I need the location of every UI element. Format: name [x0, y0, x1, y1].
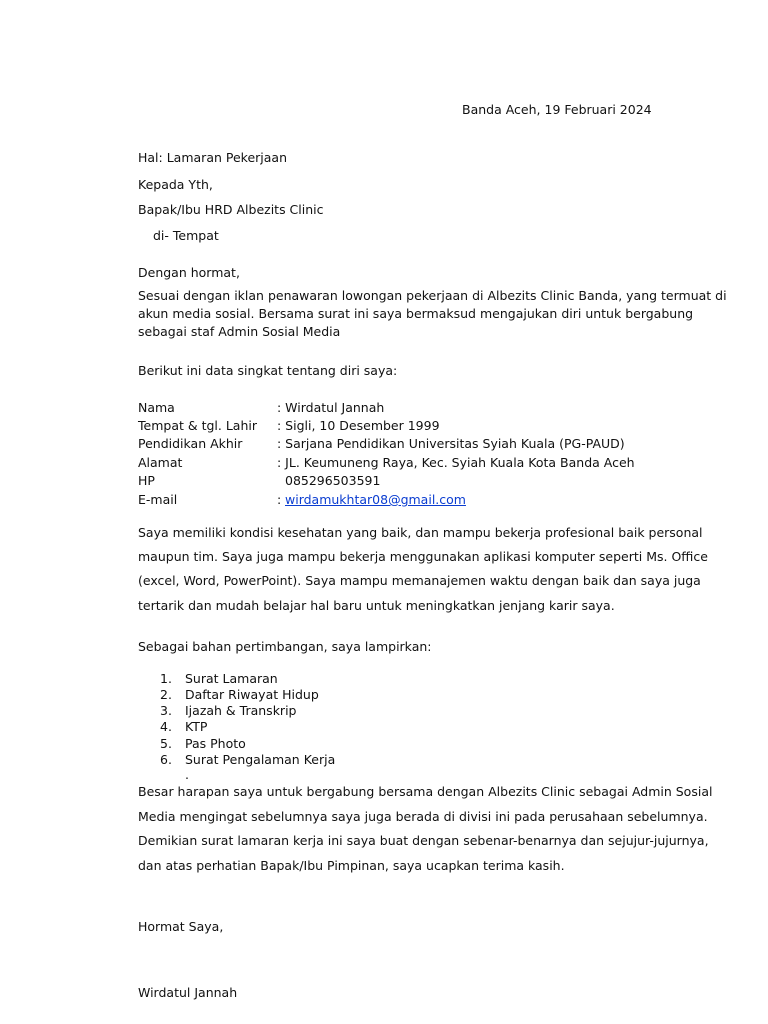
signature-name: Wirdatul Jannah — [138, 985, 238, 1000]
pendidikan-value: : Sarjana Pendidikan Universitas Syiah Kuala (PG-PAUD) — [277, 436, 625, 451]
attachment-number: 4. — [160, 719, 172, 734]
attachment-item: Pas Photo — [185, 736, 246, 751]
skills-line: (excel, Word, PowerPoint). Saya mampu memanajemen waktu dengan baik dan saya juga — [138, 573, 701, 588]
skills-line: maupun tim. Saya juga mampu bekerja menggunakan aplikasi komputer seperti Ms. Office — [138, 549, 708, 564]
hp-label: HP — [138, 473, 155, 488]
data-intro: Berikut ini data singkat tentang diri saya: — [138, 363, 398, 378]
intro-line: Sesuai dengan iklan penawaran lowongan pekerjaan di Albezits Clinic Banda, yang termuat di — [138, 288, 727, 303]
email-colon: : — [277, 492, 282, 507]
closing-line: dan atas perhatian Bapak/Ibu Pimpinan, saya ucapkan terima kasih. — [138, 858, 565, 873]
date-line: Banda Aceh, 19 Februari 2024 — [462, 102, 652, 117]
closing-line: Demikian surat lamaran kerja ini saya buat dengan sebenar-benarnya dan sejujur-jujurnya, — [138, 833, 709, 848]
attachment-item: Surat Lamaran — [185, 671, 278, 686]
closing-line: Besar harapan saya untuk bergabung bersama dengan Albezits Clinic sebagai Admin Sosial — [138, 784, 713, 799]
greeting: Dengan hormat, — [138, 265, 240, 280]
attachment-number: 1. — [160, 671, 172, 686]
skills-line: tertarik dan mudah belajar hal baru untuk meningkatkan jenjang karir saya. — [138, 598, 615, 613]
email-link[interactable]: wirdamukhtar08@gmail.com — [285, 492, 466, 507]
attachments-intro: Sebagai bahan pertimbangan, saya lampirkan: — [138, 639, 432, 654]
alamat-value: : JL. Keumuneng Raya, Kec. Syiah Kuala Kota Banda Aceh — [277, 455, 635, 470]
attachment-item: Surat Pengalaman Kerja — [185, 752, 336, 767]
addressee-name: Bapak/Ibu HRD Albezits Clinic — [138, 202, 324, 217]
addressee-to: Kepada Yth, — [138, 177, 213, 192]
intro-line: akun media sosial. Bersama surat ini saya bermaksud mengajukan diri untuk bergabung — [138, 306, 694, 321]
closing-line: Media mengingat sebelumnya saya juga berada di divisi ini pada perusahaan sebelumnya. — [138, 809, 708, 824]
attachment-number: 6. — [160, 752, 172, 767]
attachment-number: 5. — [160, 736, 172, 751]
hp-value: 085296503591 — [285, 473, 381, 488]
stray-dot: . — [185, 767, 189, 782]
attachment-number: 3. — [160, 703, 172, 718]
attachment-number: 2. — [160, 687, 172, 702]
nama-label: Nama — [138, 400, 175, 415]
intro-line: sebagai staf Admin Sosial Media — [138, 324, 341, 339]
subject-line: Hal: Lamaran Pekerjaan — [138, 150, 287, 165]
email-label: E-mail — [138, 492, 178, 507]
ttl-label: Tempat & tgl. Lahir — [138, 418, 257, 433]
sign-off: Hormat Saya, — [138, 919, 224, 934]
attachment-item: Ijazah & Transkrip — [185, 703, 297, 718]
pendidikan-label: Pendidikan Akhir — [138, 436, 243, 451]
attachment-item: KTP — [185, 719, 208, 734]
skills-line: Saya memiliki kondisi kesehatan yang baik, dan mampu bekerja profesional baik personal — [138, 525, 703, 540]
nama-value: : Wirdatul Jannah — [277, 400, 385, 415]
alamat-label: Alamat — [138, 455, 183, 470]
attachment-item: Daftar Riwayat Hidup — [185, 687, 319, 702]
ttl-value: : Sigli, 10 Desember 1999 — [277, 418, 440, 433]
addressee-place: di- Tempat — [153, 228, 219, 243]
